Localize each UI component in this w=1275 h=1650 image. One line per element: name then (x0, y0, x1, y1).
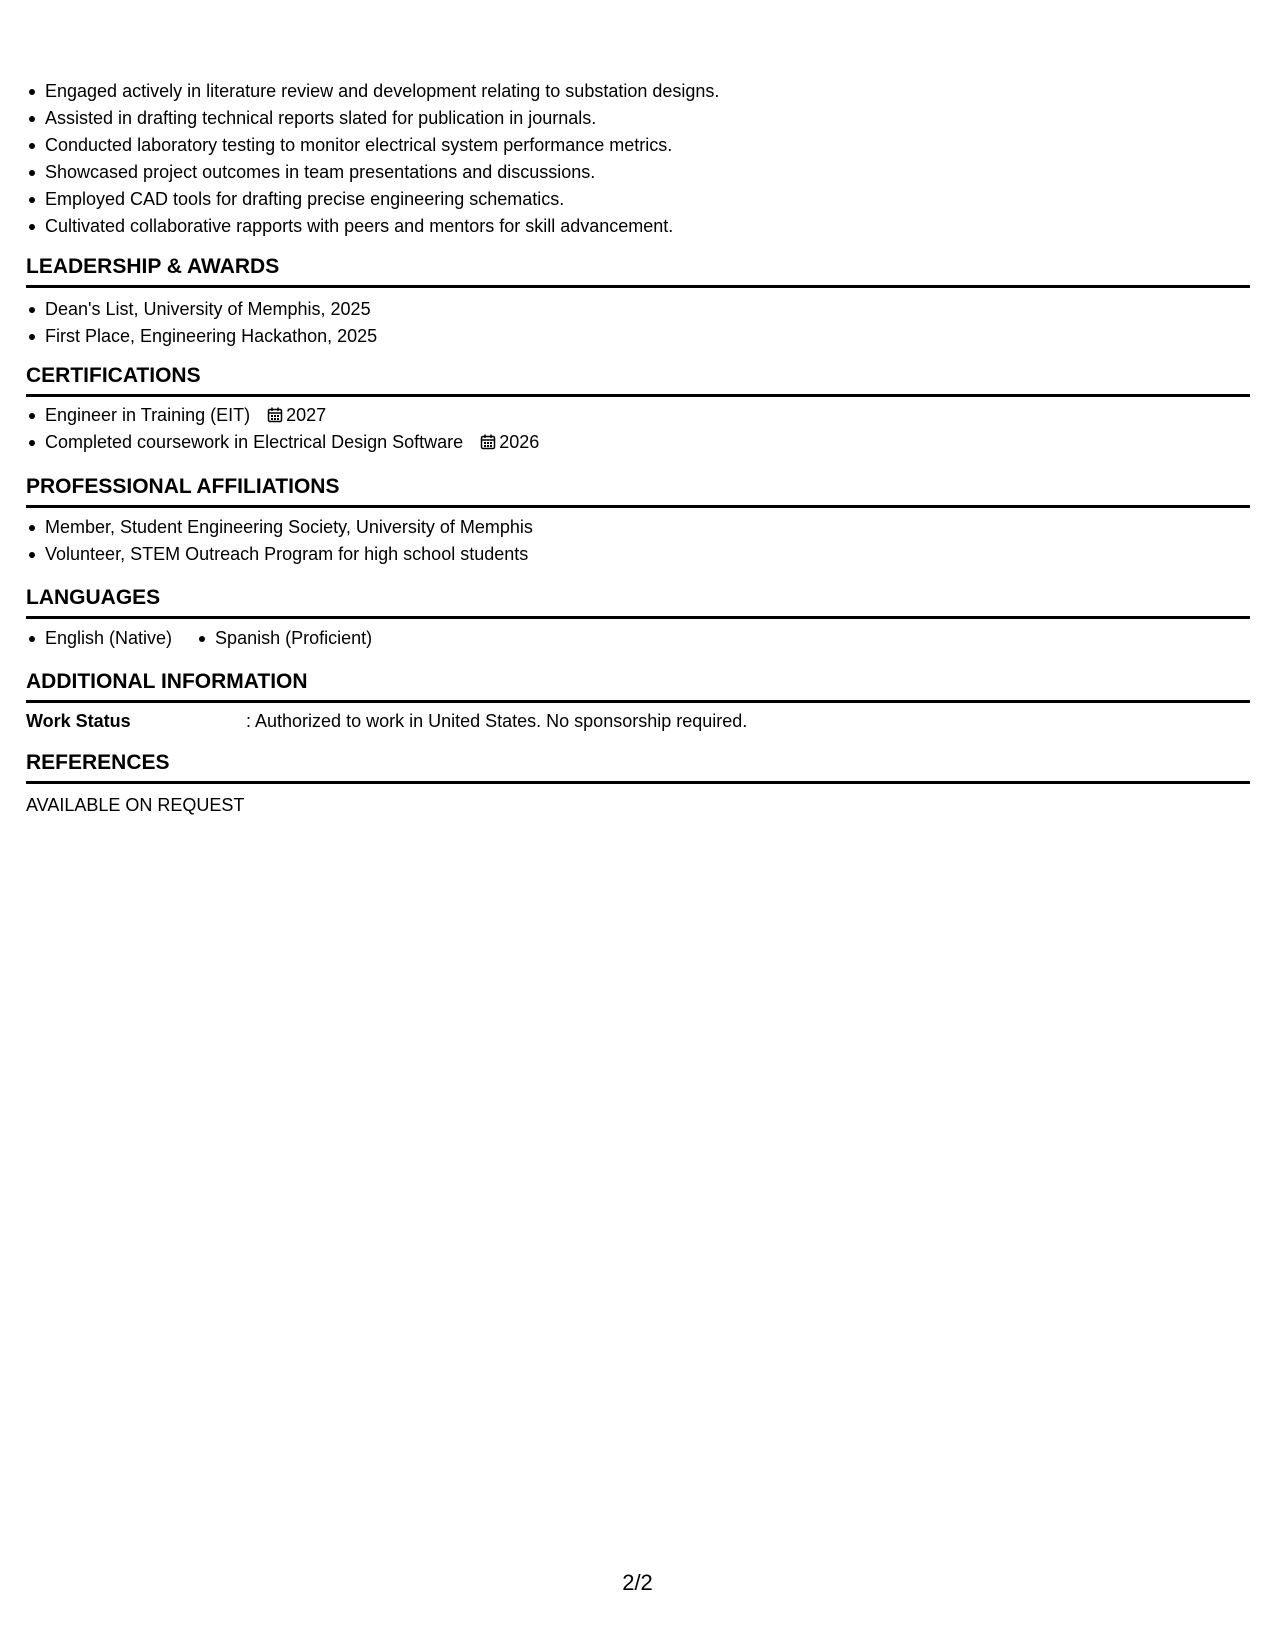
list-item: First Place, Engineering Hackathon, 2025 (26, 323, 1250, 350)
list-item: Volunteer, STEM Outreach Program for high school students (26, 541, 1250, 568)
leadership-section (26, 254, 1250, 350)
certification-name: Completed coursework in Electrical Design Software (45, 432, 464, 452)
references-section (26, 750, 1250, 818)
list-item: Assisted in drafting technical reports slated for publication in journals. (26, 105, 719, 132)
list-item: Engaged actively in literature review and development relating to substation designs. (26, 78, 719, 105)
list-item: Member, Student Engineering Society, University of Memphis (26, 514, 1250, 541)
leadership-list (26, 296, 1250, 350)
certifications-section (26, 363, 1250, 456)
affiliations-section (26, 474, 1250, 568)
section-title: REFERENCES (26, 750, 1250, 784)
section-title: CERTIFICATIONS (26, 363, 1250, 397)
list-item (26, 402, 1250, 429)
section-title: PROFESSIONAL AFFILIATIONS (26, 474, 1250, 508)
experience-bullets (26, 78, 719, 240)
list-item: Spanish (Proficient) (196, 625, 372, 652)
section-title: LANGUAGES (26, 585, 1250, 619)
work-status-label: Work Status (26, 711, 131, 731)
list-item: English (Native) (26, 625, 172, 652)
additional-info-section (26, 669, 1250, 734)
certifications-list (26, 402, 1250, 456)
page-number: 2/2 (622, 1570, 653, 1595)
work-status-value: : Authorized to work in United States. No sponsorship required. (246, 711, 748, 731)
list-item: Cultivated collaborative rapports with peers and mentors for skill advancement. (26, 213, 719, 240)
calendar-icon (480, 434, 496, 450)
section-title: ADDITIONAL INFORMATION (26, 669, 1250, 703)
list-item (26, 429, 1250, 456)
certification-name: Engineer in Training (EIT) (45, 405, 251, 425)
affiliations-list (26, 514, 1250, 568)
list-item: Employed CAD tools for drafting precise engineering schematics. (26, 186, 719, 213)
references-text: AVAILABLE ON REQUEST (26, 795, 245, 815)
certification-year: 2026 (499, 432, 540, 452)
languages-section (26, 585, 1250, 652)
section-title: LEADERSHIP & AWARDS (26, 254, 1250, 288)
list-item: Conducted laboratory testing to monitor electrical system performance metrics. (26, 132, 719, 159)
list-item: Showcased project outcomes in team presentations and discussions. (26, 159, 719, 186)
work-status-row (26, 708, 1250, 734)
calendar-icon (267, 407, 283, 423)
certification-year: 2027 (286, 405, 327, 425)
list-item: Dean's List, University of Memphis, 2025 (26, 296, 1250, 323)
languages-list (26, 625, 1250, 652)
